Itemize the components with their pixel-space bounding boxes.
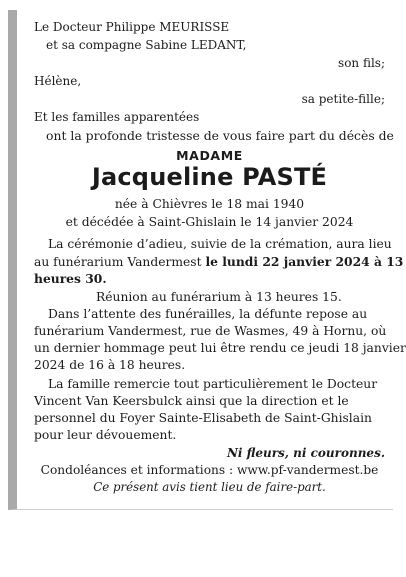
family-line-1: Le Docteur Philippe MEURISSE: [34, 20, 230, 34]
deceased-name: Jacqueline PASTÉ: [91, 163, 328, 191]
thanks-line-3: personnel du Foyer Sainte-Elisabeth de Saint-Ghislain: [34, 411, 372, 425]
faire-part-note: Ce présent avis tient lieu de faire-part.: [93, 480, 326, 494]
birth-line: née à Chièvres le 18 mai 1940: [114, 197, 305, 211]
ceremony-text: au funérarium Vandermest: [34, 255, 206, 269]
family-line-3: son fils;: [338, 56, 385, 70]
contact-line: Condoléances et informations : www.pf-vandermest.be: [40, 463, 379, 477]
gathering-line: Réunion au funérarium à 13 heures 15.: [96, 290, 342, 304]
repose-line-1: Dans l’attente des funérailles, la défunte repose au: [48, 307, 368, 321]
thanks-line-4: pour leur dévouement.: [34, 428, 177, 442]
family-line-4: Hélène,: [34, 74, 82, 88]
repose-line-2: funérarium Vandermest, rue de Wasmes, 49 à Hornu, où: [34, 324, 387, 338]
ceremony-line-2: [34, 254, 403, 270]
death-line: et décédée à Saint-Ghislain le 14 janvier 2024: [65, 215, 354, 229]
family-line-5: sa petite-fille;: [301, 92, 385, 106]
announcement-line: ont la profonde tristesse de vous faire part du décès de: [46, 128, 394, 143]
obituary-notice: [8, 10, 406, 510]
repose-line-3: un dernier hommage peut lui être rendu ce jeudi 18 janvier: [34, 341, 406, 355]
ceremony-time: heures 30.: [34, 271, 107, 286]
family-line-2: et sa compagne Sabine LEDANT,: [46, 38, 247, 52]
family-line-6: Et les familles apparentées: [34, 110, 200, 124]
repose-line-4: 2024 de 16 à 18 heures.: [34, 358, 186, 372]
ceremony-date: le lundi 22 janvier 2024 à 13: [205, 254, 404, 269]
flowers-note: Ni fleurs, ni couronnes.: [226, 446, 385, 460]
ceremony-line-1: La cérémonie d’adieu, suivie de la crémation, aura lieu: [48, 237, 392, 251]
thanks-line-2: Vincent Van Keersbulck ainsi que la direction et le: [34, 394, 349, 408]
thanks-line-1: La famille remercie tout particulièrement le Docteur: [48, 377, 378, 391]
ceremony-line-3: [34, 271, 107, 287]
deceased-title: MADAME: [176, 148, 243, 163]
